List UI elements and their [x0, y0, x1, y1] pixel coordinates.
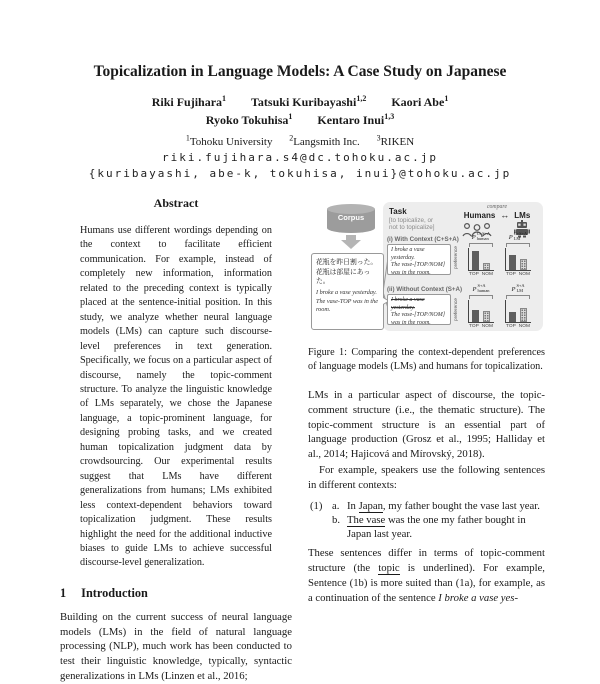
author: Riki Fujihara$^1$ — [151, 94, 227, 109]
author: Tatsuki Kuribayashi$^{1,2}$ — [251, 94, 367, 109]
affiliation: $^2$Langsmith Inc. — [289, 133, 360, 148]
section-heading-introduction — [60, 586, 292, 601]
email-address-2: {kuribayashi, abe-k, tokuhisa, inui}@tohoku.ac.jp — [88, 166, 512, 180]
compare-arrows-icon: ↔ — [500, 210, 510, 220]
task-subtitle: [to topicalize, or not to topicalize] — [389, 217, 435, 232]
panel-with-context-label: (i) With Context (C+S+A) — [387, 236, 459, 243]
lms-label: LMs — [514, 210, 531, 220]
mini-chart-lm-with-context: P C+S+A LM TOP NOM — [506, 231, 530, 277]
section-title: Introduction — [81, 585, 148, 600]
body-paragraph-1: LMs in a particular aspect of discourse, the topic-comment structure (i.e., the thematic structure). The topic-comment structure is an essential part of language production (Grosz et al., 1995; Halliday et al., 2014; Hajicová and Mírovský, 2018). — [308, 389, 545, 461]
compare-label: compare — [486, 204, 508, 210]
preference-axis-label: preference — [454, 246, 459, 269]
underlined-word: topic — [378, 562, 400, 575]
example-1b: b. The vase was the one my father bought in Japan last year. — [332, 513, 526, 541]
japanese-sentence-2: 花瓶は部屋にあった。 — [316, 268, 371, 285]
example-1a: (1) a. In Japan, my father bought the vase last year. — [310, 499, 540, 512]
figure-1-caption: Figure 1: Comparing the context-dependent preferences of language models (LMs) and humans for topicalization. — [308, 347, 545, 372]
author-line-1 — [0, 94, 600, 110]
email-address-1: riki.fujihara.s4@dc.tohoku.ac.jp — [162, 150, 438, 164]
english-gloss-1: I broke a vase yesterday. — [316, 288, 377, 296]
corpus-label: Corpus — [337, 213, 365, 222]
body-paragraph-2: For example, speakers use the following sentences in different contexts: — [308, 463, 545, 491]
english-gloss-2: The vase-TOP was in the room. — [316, 298, 378, 314]
corpus-example-bubble — [311, 253, 384, 330]
abstract-heading: Abstract — [153, 196, 199, 210]
introduction-paragraph: Building on the current success of neural language models (LMs) in the field of natural language processing (NLP), much work has been conducted to test their linguistic knowledge, typically, syntactic generalizations in LMs (Linzen et al., 2016; — [60, 610, 292, 683]
section-number: 1 — [60, 585, 67, 600]
with-context-sentence-box: I broke a vase yesterday. The vase-[TOP/NOM] was in the room. — [387, 244, 451, 275]
mini-chart-human-without-context: P S+A human TOP NOM — [469, 283, 493, 329]
without-context-sentence-box: I broke a vase yesterday. The vase-[TOP/NOM] was in the room. — [387, 294, 451, 325]
underlined-topic: Japan — [358, 499, 383, 512]
right-column — [308, 196, 545, 604]
abstract-text: Humans use different wordings depending on the context to facilitate efficient communication. For example, instead of completely new information, information related to the preceding context is typically placed at the sentence-initial position. In this study, we analyze whether neural language models (LMs) can capture such discourse-level preferences in text generation. Specifically, we focus on a particular aspect of discourse, namely the topic-comment structure. To analyze the linguistic knowledge of LMs separately, we chose the Japanese language, a topic-prominent language, for designing probing tasks, and we created human topicalization judgment data by crowdsourcing. Our experimental results suggest that LMs have different generalizations from humans; LMs exhibited less context-dependent behaviors toward topicalization judgment. These results highlight the need for the additional inductive biases to guide LMs to achieve successful discourse-level generalization. — [80, 225, 272, 569]
example-1 — [310, 499, 545, 542]
mini-chart-human-with-context: P C+S+A human TOP NOM — [469, 231, 493, 277]
humans-label: Humans — [463, 210, 496, 220]
author: Kentaro Inui$^{1,3}$ — [317, 112, 395, 127]
affiliation-line — [0, 133, 600, 148]
panel-without-context-label: (ii) Without Context (S+A) — [387, 286, 463, 293]
author: Kaori Abe$^1$ — [391, 94, 449, 109]
figure-1 — [308, 196, 545, 337]
japanese-sentence-1: 花瓶を昨日割った。 — [316, 259, 378, 266]
body-paragraph-3: These sentences differ in terms of topic-comment structure (the topic is underlined). For example, Sentence (1b) is more suited than (1a), for example, as a continuation of the sentence I broke a vase yes- — [308, 547, 545, 604]
affiliation: $^3$RIKEN — [376, 133, 415, 148]
author-line-2 — [0, 112, 600, 128]
task-title: Task — [389, 207, 407, 216]
paper-title: Topicalization in Language Models: A Case Study on Japanese — [93, 63, 507, 80]
left-column — [60, 196, 292, 683]
preference-axis-label: preference — [454, 298, 459, 321]
mini-chart-lm-without-context: P S+A LM TOP NOM — [506, 283, 530, 329]
underlined-topic: The vase — [347, 513, 386, 526]
affiliation: $^1$Tohoku University — [185, 133, 273, 148]
author: Ryoko Tokuhisa$^1$ — [205, 112, 293, 127]
paper-header — [0, 62, 600, 180]
